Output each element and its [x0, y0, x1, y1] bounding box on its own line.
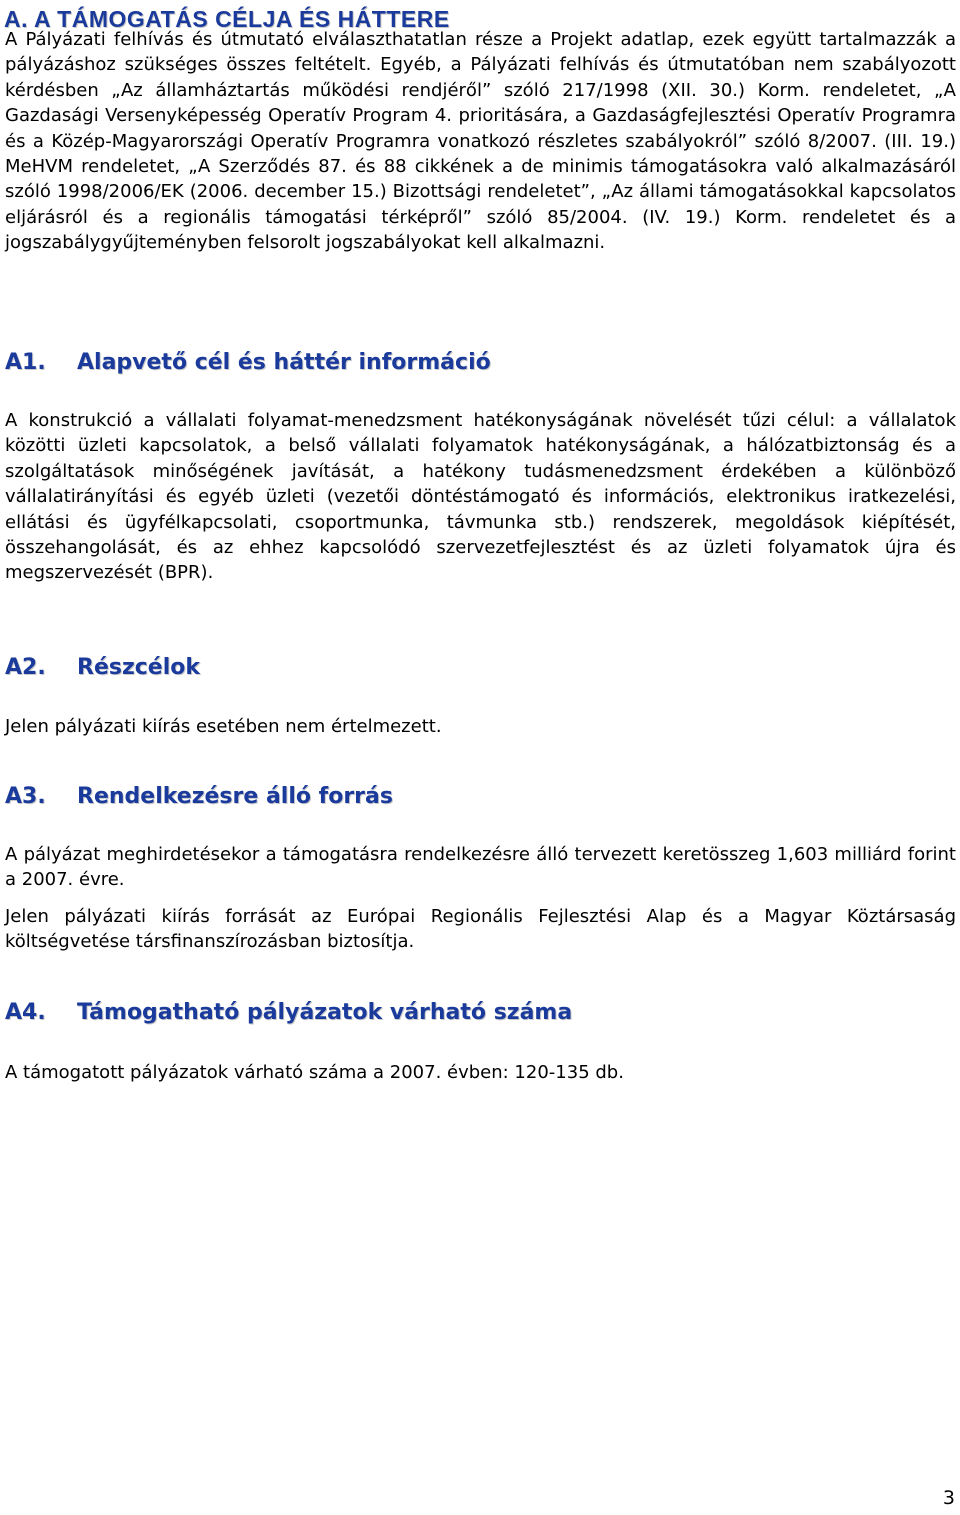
- section-number: A1.: [5, 350, 46, 375]
- section-a4-paragraph: A támogatott pályázatok várható száma a 2007. évben: 120-135 db.: [5, 1062, 624, 1083]
- page-number: 3: [942, 1487, 955, 1509]
- section-title: Rendelkezésre álló forrás: [77, 784, 393, 809]
- section-a2-paragraph: Jelen pályázati kiírás esetében nem értelmezett.: [5, 716, 442, 737]
- section-heading-a4: [5, 1000, 572, 1025]
- section-number: A2.: [5, 655, 46, 680]
- page-title: A. A TÁMOGATÁS CÉLJA ÉS HÁTTERE: [4, 6, 450, 32]
- section-number: A4.: [5, 1000, 46, 1025]
- section-a3-paragraph-2: Jelen pályázati kiírás forrását az Európai Regionális Fejlesztési Alap és a Magyar Köztársaság költségvetése társfinanszírozásban biztosítja.: [5, 906, 956, 953]
- section-heading-a1: [5, 350, 491, 375]
- section-title: Alapvető cél és háttér információ: [77, 350, 491, 375]
- section-heading-a3: [5, 784, 393, 809]
- section-heading-a2: [5, 655, 200, 680]
- section-a3-paragraph-1: A pályázat meghirdetésekor a támogatásra rendelkezésre álló tervezett keretösszeg 1,603 milliárd forint a 2007. évre.: [5, 844, 956, 891]
- section-a1-paragraph: A konstrukció a vállalati folyamat-menedzsment hatékonyságának növelését tűzi célul: a vállalatok közötti üzleti kapcsolatok, a belső vállalati folyamatok hatékonyságának, a hálózatbiztonság és a szolgáltatások minőségének javítását, a hatékony tudásmenedzsment érdekében a különböző vállalatirányítási és egyéb üzleti (vezetői döntéstámogató és információs, elektronikus iratkezelési, ellátási és ügyfélkapcsolati, csoportmunka, távmunka stb.) rendszerek, megoldások kiépítését, összehangolását, és az ehhez kapcsolódó szervezetfejlesztést és az üzleti folyamatok újra és megszervezését (BPR).: [5, 410, 956, 584]
- section-number: A3.: [5, 784, 46, 809]
- intro-paragraph: A Pályázati felhívás és útmutató elválaszthatatlan része a Projekt adatlap, ezek együtt tartalmazzák a pályázáshoz szükséges összes feltételt. Egyéb, a Pályázati felhívás és útmutatóban nem szabályozott kérdésben „Az államháztartás működési rendjéről” szóló 217/1998 (XII. 30.) Korm. rendeletet, „A Gazdasági Versenyképesség Operatív Program 4. prioritására, a Gazdaságfejlesztési Operatív Programra és a Közép-Magyarországi Operatív Programra vonatkozó részletes szabályokról” szóló 8/2007. (III. 19.) MeHVM rendeletet, „A Szerződés 87. és 88 cikkének a de minimis támogatásokra való alkalmazásáról szóló 1998/2006/EK (2006. december 15.) Bizottsági rendeletet”, „Az állami támogatásokkal kapcsolatos eljárásról és a regionális támogatási térképről” szóló 85/2004. (IV. 19.) Korm. rendeletet és a jogszabálygyűjteményben felsorolt jogszabályokat kell alkalmazni.: [5, 29, 956, 254]
- section-title: Részcélok: [77, 655, 201, 680]
- section-title: Támogatható pályázatok várható száma: [77, 1000, 573, 1025]
